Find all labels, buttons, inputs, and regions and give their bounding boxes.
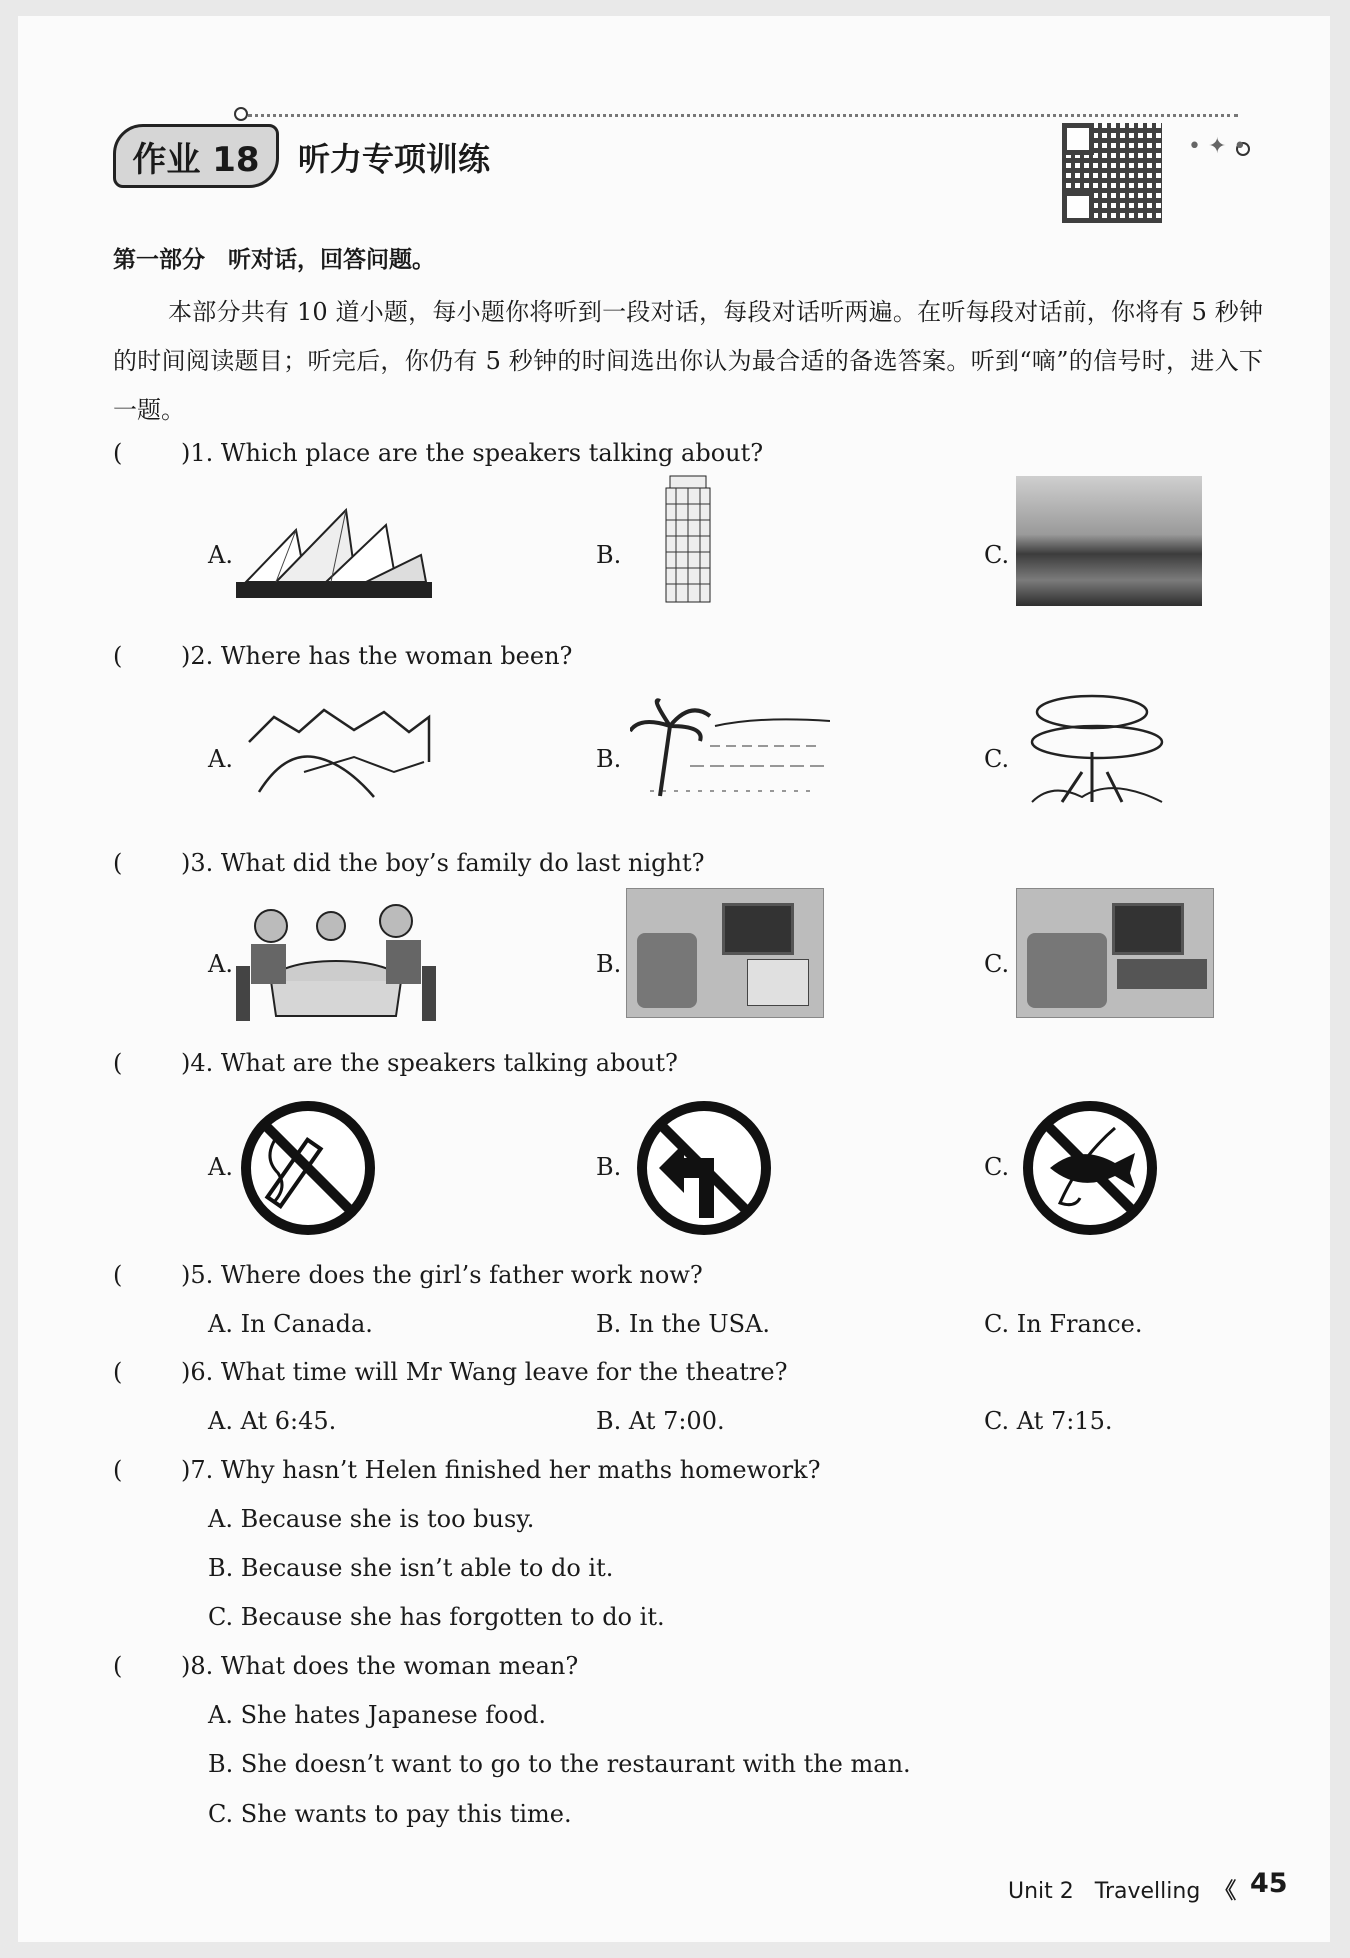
- option-label[interactable]: B.: [596, 950, 622, 978]
- option-label[interactable]: C.: [984, 541, 1010, 569]
- question-text: )6. What time will Mr Wang leave for the theatre?: [181, 1358, 788, 1386]
- family-watching-tv-scene-b[interactable]: [626, 888, 824, 1018]
- no-fishing-icon[interactable]: [1020, 1098, 1160, 1238]
- question-2: [113, 642, 572, 670]
- question-5: [113, 1261, 703, 1289]
- mountains-icon[interactable]: [244, 702, 434, 802]
- option-a[interactable]: A. Because she is too busy.: [208, 1505, 535, 1533]
- option-label[interactable]: B.: [596, 745, 622, 773]
- question-1: [113, 439, 763, 467]
- option-a[interactable]: A. In Canada.: [208, 1310, 373, 1338]
- footer-unit: [1008, 1874, 1236, 1905]
- unit-label: Unit 2: [1008, 1879, 1074, 1904]
- header-ring-left: [234, 107, 248, 121]
- option-b[interactable]: B. Because she isn’t able to do it.: [208, 1554, 614, 1582]
- question-6: [113, 1358, 787, 1386]
- answer-paren[interactable]: (: [113, 1456, 123, 1484]
- beach-palm-tree-icon[interactable]: [630, 696, 830, 806]
- option-c[interactable]: C. At 7:15.: [984, 1407, 1113, 1435]
- question-text: )2. Where has the woman been?: [181, 642, 573, 670]
- option-label[interactable]: A.: [208, 745, 233, 773]
- question-text: )5. Where does the girl’s father work now?: [181, 1261, 703, 1289]
- section-title: 第一部分 听对话，回答问题。: [113, 247, 435, 273]
- option-label[interactable]: B.: [596, 541, 622, 569]
- answer-paren[interactable]: (: [113, 1049, 123, 1077]
- question-text: )7. Why hasn’t Helen finished her maths homework?: [181, 1456, 821, 1484]
- option-label[interactable]: C.: [984, 950, 1010, 978]
- question-text: )8. What does the woman mean?: [181, 1652, 579, 1680]
- qr-code-icon[interactable]: [1062, 123, 1162, 223]
- section-instruction: 本部分共有 10 道小题，每小题你将听到一段对话，每段对话听两遍。在听每段对话前，你将有 5 秒钟的时间阅读题目；听完后，你仍有 5 秒钟的时间选出你认为最合适的备选答案。听到“嘀”的信号时，进入下一题。: [113, 298, 1263, 424]
- question-text: )1. Which place are the speakers talking about?: [181, 439, 764, 467]
- forest-trees-icon[interactable]: [1022, 692, 1172, 822]
- option-c[interactable]: C. In France.: [984, 1310, 1143, 1338]
- option-c[interactable]: C. Because she has forgotten to do it.: [208, 1603, 665, 1631]
- workbook-page: [18, 16, 1330, 1942]
- question-7: [113, 1456, 820, 1484]
- no-left-turn-icon[interactable]: [634, 1098, 774, 1238]
- option-b[interactable]: B. In the USA.: [596, 1310, 771, 1338]
- option-label[interactable]: C.: [984, 1153, 1010, 1181]
- option-a[interactable]: A. She hates Japanese food.: [208, 1701, 547, 1729]
- answer-paren[interactable]: (: [113, 1358, 123, 1386]
- page-number: 45: [1250, 1868, 1288, 1899]
- unit-topic: Travelling: [1094, 1879, 1201, 1904]
- option-c[interactable]: C. She wants to pay this time.: [208, 1800, 572, 1828]
- answer-paren[interactable]: (: [113, 849, 123, 877]
- no-smoking-icon[interactable]: [238, 1098, 378, 1238]
- sydney-opera-house-icon[interactable]: [236, 500, 436, 600]
- family-dinner-icon[interactable]: [236, 896, 436, 1021]
- leaning-tower-of-pisa-icon[interactable]: [662, 472, 714, 606]
- option-a[interactable]: A. At 6:45.: [208, 1407, 337, 1435]
- question-text: )3. What did the boy’s family do last night?: [181, 849, 705, 877]
- answer-paren[interactable]: (: [113, 642, 123, 670]
- question-8: [113, 1652, 578, 1680]
- assignment-badge: 作业 18: [113, 124, 279, 188]
- sparkle-icon: • ✦ •: [1188, 134, 1247, 159]
- question-text: )4. What are the speakers talking about?: [181, 1049, 678, 1077]
- question-3: [113, 849, 704, 877]
- page-title: 听力专项训练: [298, 140, 491, 178]
- option-label[interactable]: A.: [208, 1153, 233, 1181]
- option-label[interactable]: C.: [984, 745, 1010, 773]
- option-b[interactable]: B. At 7:00.: [596, 1407, 725, 1435]
- header-dotted-line: [248, 114, 1238, 117]
- family-watching-tv-scene-c[interactable]: [1016, 888, 1214, 1018]
- question-4: [113, 1049, 678, 1077]
- option-label[interactable]: A.: [208, 541, 233, 569]
- double-chevron-left-icon: 《: [1214, 1879, 1237, 1904]
- birds-nest-stadium-photo[interactable]: [1016, 476, 1202, 606]
- answer-paren[interactable]: (: [113, 1652, 123, 1680]
- answer-paren[interactable]: (: [113, 439, 123, 467]
- option-label[interactable]: A.: [208, 950, 233, 978]
- option-label[interactable]: B.: [596, 1153, 622, 1181]
- option-b[interactable]: B. She doesn’t want to go to the restaurant with the man.: [208, 1750, 911, 1778]
- answer-paren[interactable]: (: [113, 1261, 123, 1289]
